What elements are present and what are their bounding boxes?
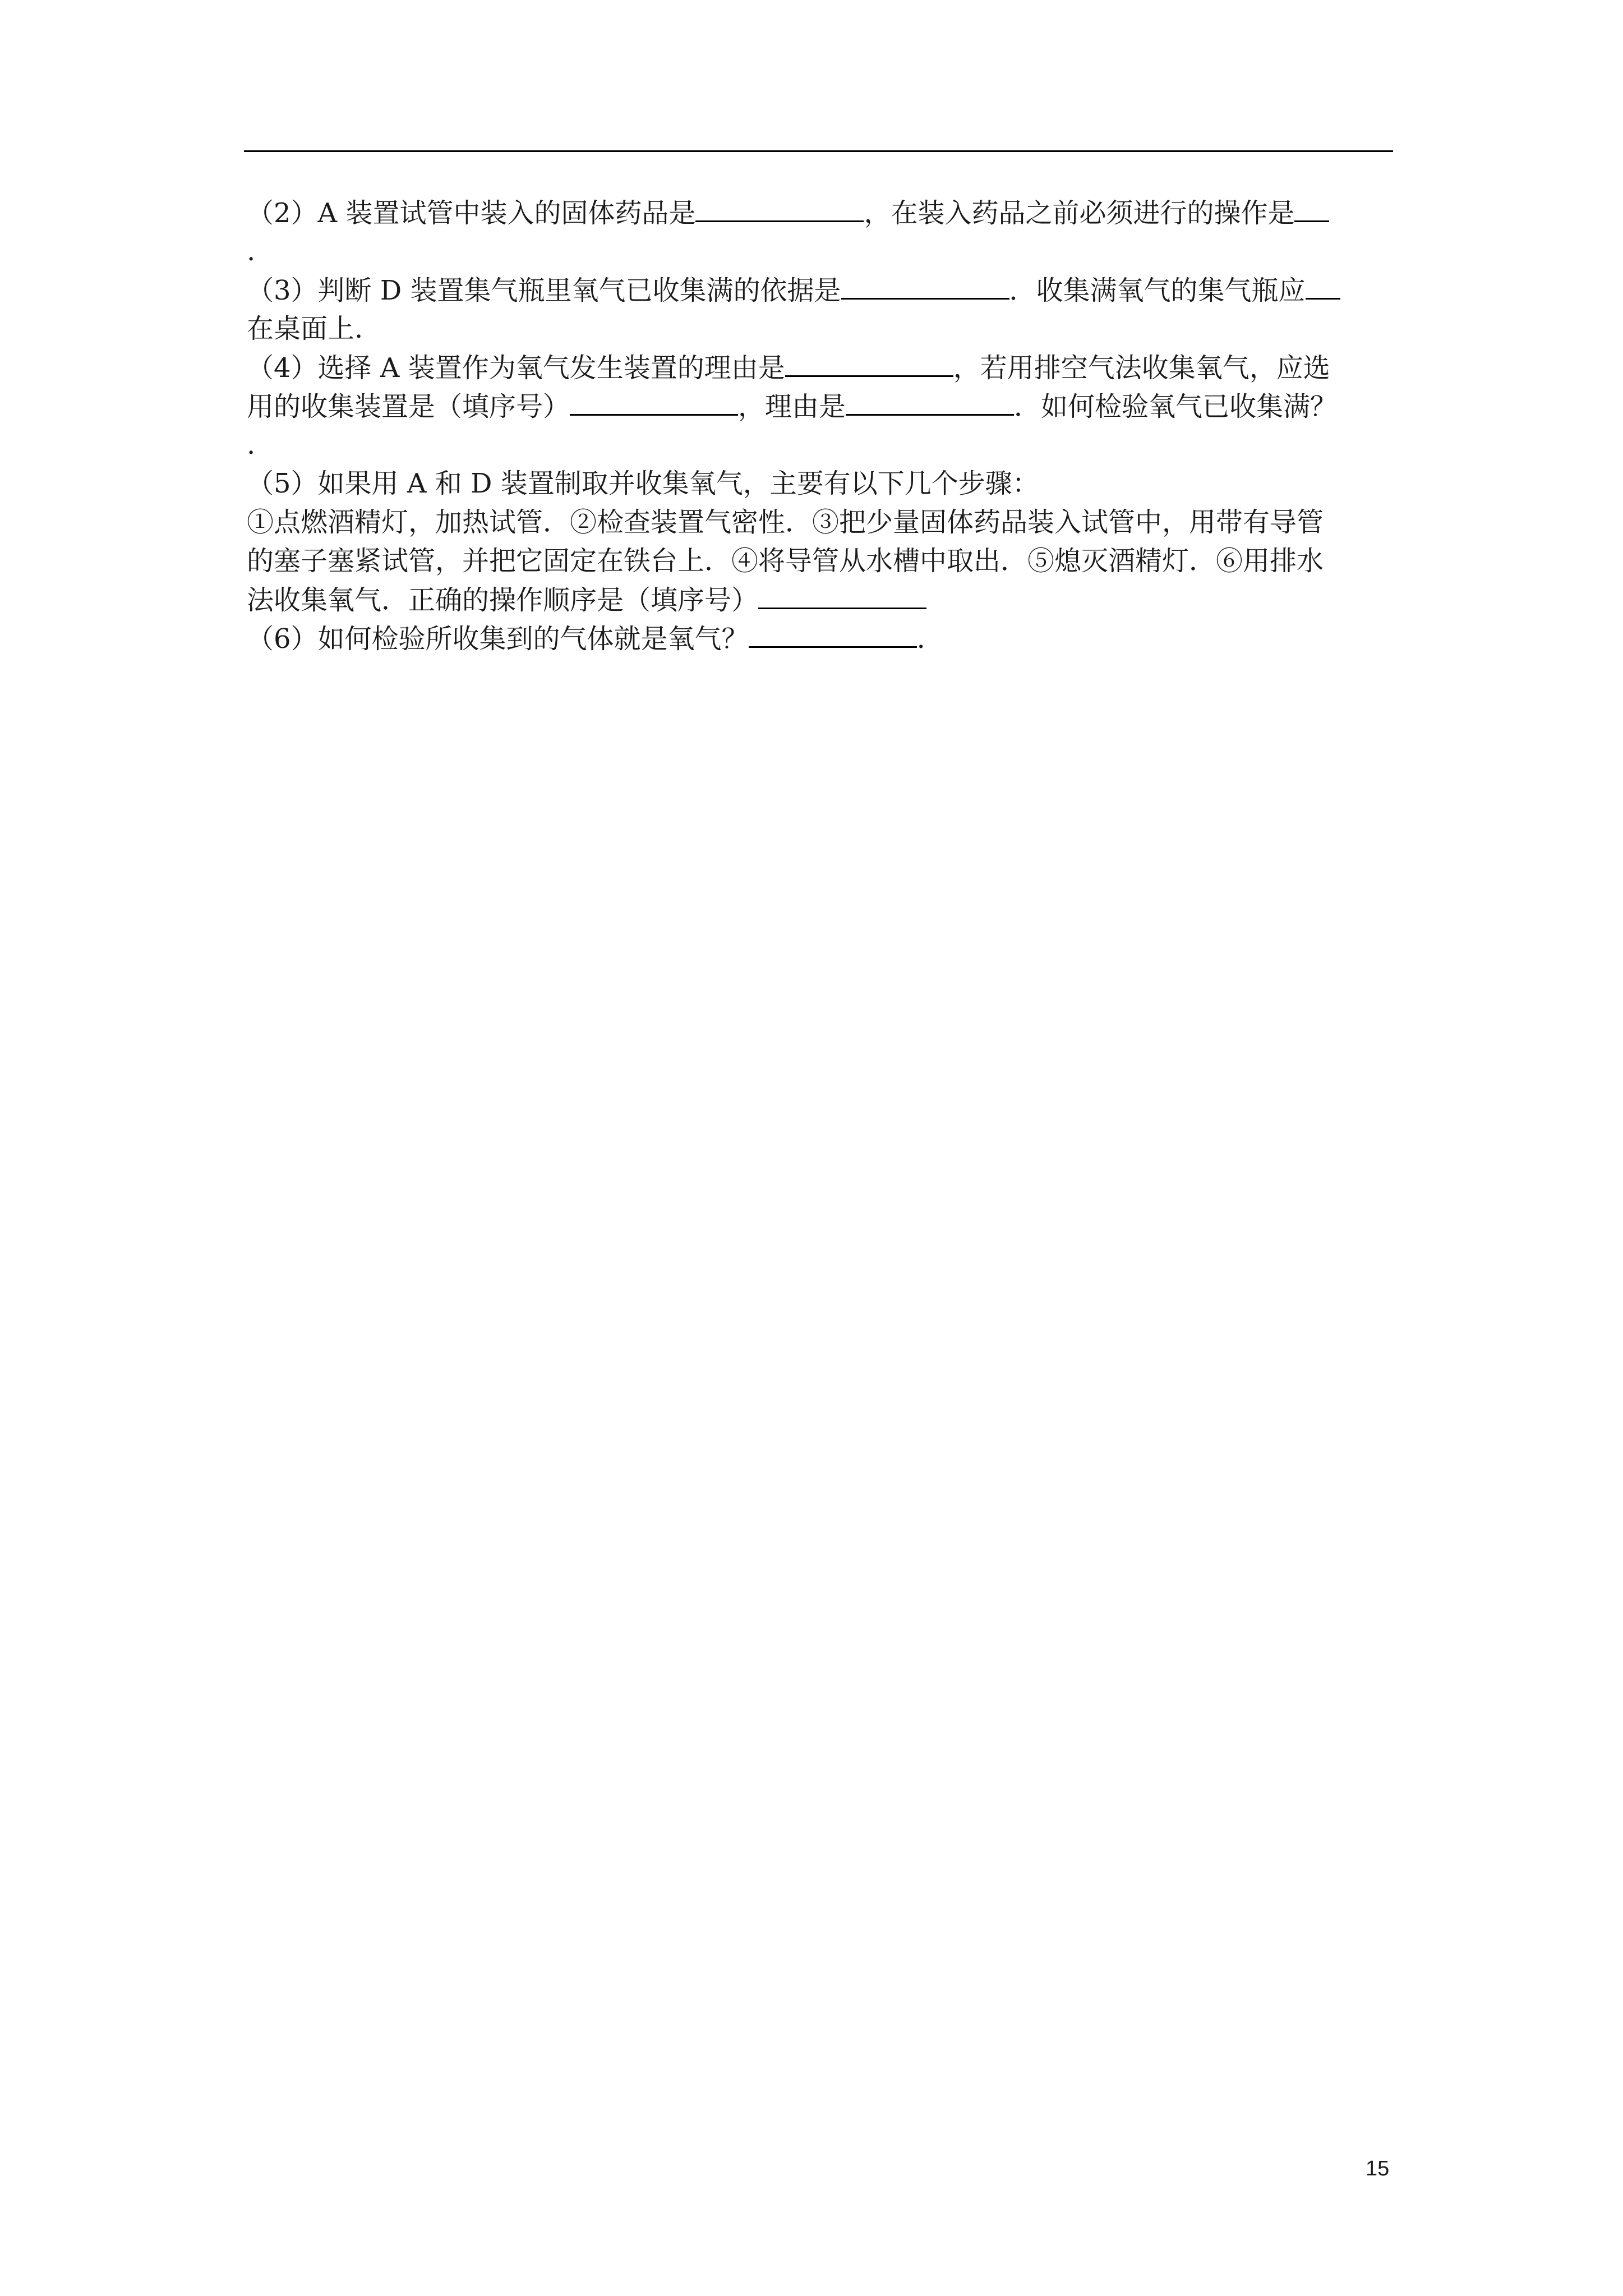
q4-line-1 (247, 348, 1393, 387)
q4-answer-blank-1[interactable] (785, 348, 953, 377)
q6-text-b: . (916, 623, 925, 655)
q2-answer-blank-1[interactable] (695, 194, 864, 222)
q5-line-1 (247, 464, 1393, 503)
q3-text-b: ．收集满氧气的集气瓶应 (1009, 275, 1306, 306)
q5-line-3 (247, 542, 1393, 581)
q2-line-1 (247, 194, 1393, 232)
q3-text-a: （3）判断 D 装置集气瓶里氧气已收集满的依据是 (247, 275, 841, 306)
q2-text-a: （2）A 装置试管中装入的固体药品是 (247, 197, 696, 229)
q3-text-c: 在桌面上. (247, 313, 363, 344)
q5-text-d: 法收集氧气．正确的操作顺序是（填序号） (247, 585, 759, 616)
q4-text-b: ，若用排空气法收集氧气，应选 (953, 352, 1330, 384)
q4-text-a: （4）选择 A 装置作为氧气发生装置的理由是 (247, 352, 785, 384)
q3-line-1 (247, 271, 1393, 310)
q4-text-d: ，理由是 (738, 391, 846, 422)
question-body (247, 194, 1393, 658)
q3-answer-blank-2[interactable] (1306, 271, 1340, 300)
header-rule (244, 150, 1393, 152)
q5-text-b: ①点燃酒精灯，加热试管．②检查装置气密性．③把少量固体药品装入试管中，用带有导管 (247, 507, 1324, 538)
q6-line-1 (247, 619, 1393, 658)
q5-line-4 (247, 581, 1393, 619)
q4-answer-blank-2[interactable] (570, 387, 738, 416)
q4-answer-blank-3[interactable] (846, 387, 1014, 416)
q2-text-b: ，在装入药品之前必须进行的操作是 (864, 197, 1295, 229)
q2-answer-blank-2[interactable] (1294, 194, 1329, 222)
q6-answer-blank[interactable] (749, 619, 917, 648)
q2-text-c: . (247, 236, 256, 267)
q5-text-a: （5）如果用 A 和 D 装置制取并收集氧气，主要有以下几个步骤： (247, 468, 1039, 499)
q5-line-2 (247, 503, 1393, 542)
q4-text-c: 用的收集装置是（填序号） (247, 391, 570, 422)
q6-text-a: （6）如何检验所收集到的气体就是氧气？ (247, 623, 749, 655)
q4-text-e: ．如何检验氧气已收集满？ (1014, 391, 1338, 422)
q4-line-2 (247, 387, 1393, 426)
page-number: 15 (1366, 2157, 1390, 2180)
q4-line-3 (247, 426, 1393, 464)
q2-line-2 (247, 232, 1393, 271)
q3-line-2 (247, 310, 1393, 348)
q3-answer-blank-1[interactable] (841, 271, 1009, 300)
q5-answer-blank[interactable] (758, 581, 926, 609)
q4-text-f: . (247, 429, 256, 461)
q5-text-c: 的塞子塞紧试管，并把它固定在铁台上．④将导管从水槽中取出．⑤熄灭酒精灯．⑥用排水 (247, 545, 1324, 577)
